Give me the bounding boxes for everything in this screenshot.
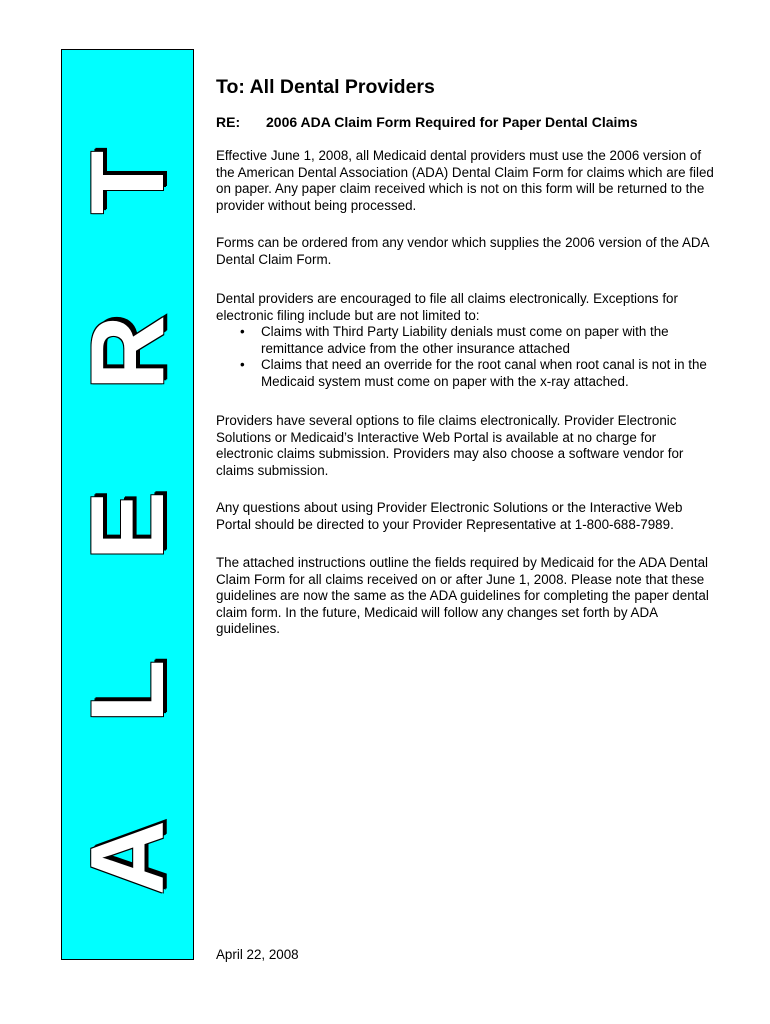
- document-date: April 22, 2008: [216, 947, 299, 962]
- alert-sidebar: [61, 49, 194, 960]
- exceptions-intro: Dental providers are encouraged to file all claims electronically. Exceptions for electronic filing include but are not limited to:: [216, 291, 678, 323]
- re-label: RE:: [216, 114, 241, 130]
- list-item-text: Claims that need an override for the root canal when root canal is not in the Medicaid system must come on paper with the x-ray attached.: [261, 357, 707, 389]
- paragraph-questions: Any questions about using Provider Electronic Solutions or the Interactive Web Portal should be directed to your Provider Representative at 1-800-688-7989.: [216, 500, 683, 532]
- re-subject: 2006 ADA Claim Form Required for Paper Dental Claims: [266, 114, 638, 130]
- re-line: [216, 114, 716, 131]
- paragraph-electronic-exceptions: [216, 291, 716, 391]
- paragraph-instructions: The attached instructions outline the fields required by Medicaid for the ADA Dental Claim Form for all claims received on or after June 1, 2008. Please note that these guidelines are now the same as the ADA guidelines for completing the paper dental claim form. In the future, Medicaid will follow any changes set forth by ADA guidelines.: [216, 555, 709, 637]
- list-item-text: Claims with Third Party Liability denials must come on paper with the remittance advice from the other insurance attached: [261, 324, 669, 356]
- page-title: To: All Dental Providers: [216, 76, 435, 98]
- alert-vertical-text: A L E R T: [69, 114, 186, 895]
- bullet-icon: •: [240, 357, 245, 373]
- paragraph-effective-date: Effective June 1, 2008, all Medicaid dental providers must use the 2006 version of the American Dental Association (ADA) Dental Claim Form for claims which are filed on paper. Any paper claim received which is not on this form will be returned to the provider without being processed.: [216, 148, 714, 213]
- bullet-icon: •: [240, 324, 245, 340]
- paragraph-ordering: Forms can be ordered from any vendor which supplies the 2006 version of the ADA Dental Claim Form.: [216, 235, 709, 267]
- header-block: [216, 74, 716, 131]
- list-item: [216, 324, 716, 357]
- list-item: [216, 357, 716, 390]
- paragraph-electronic-options: Providers have several options to file claims electronically. Provider Electronic Solutions or Medicaid’s Interactive Web Portal is available at no charge for electronic claims submission. Providers may also choose a software vendor for claims submission.: [216, 413, 684, 478]
- exceptions-list: [216, 324, 716, 390]
